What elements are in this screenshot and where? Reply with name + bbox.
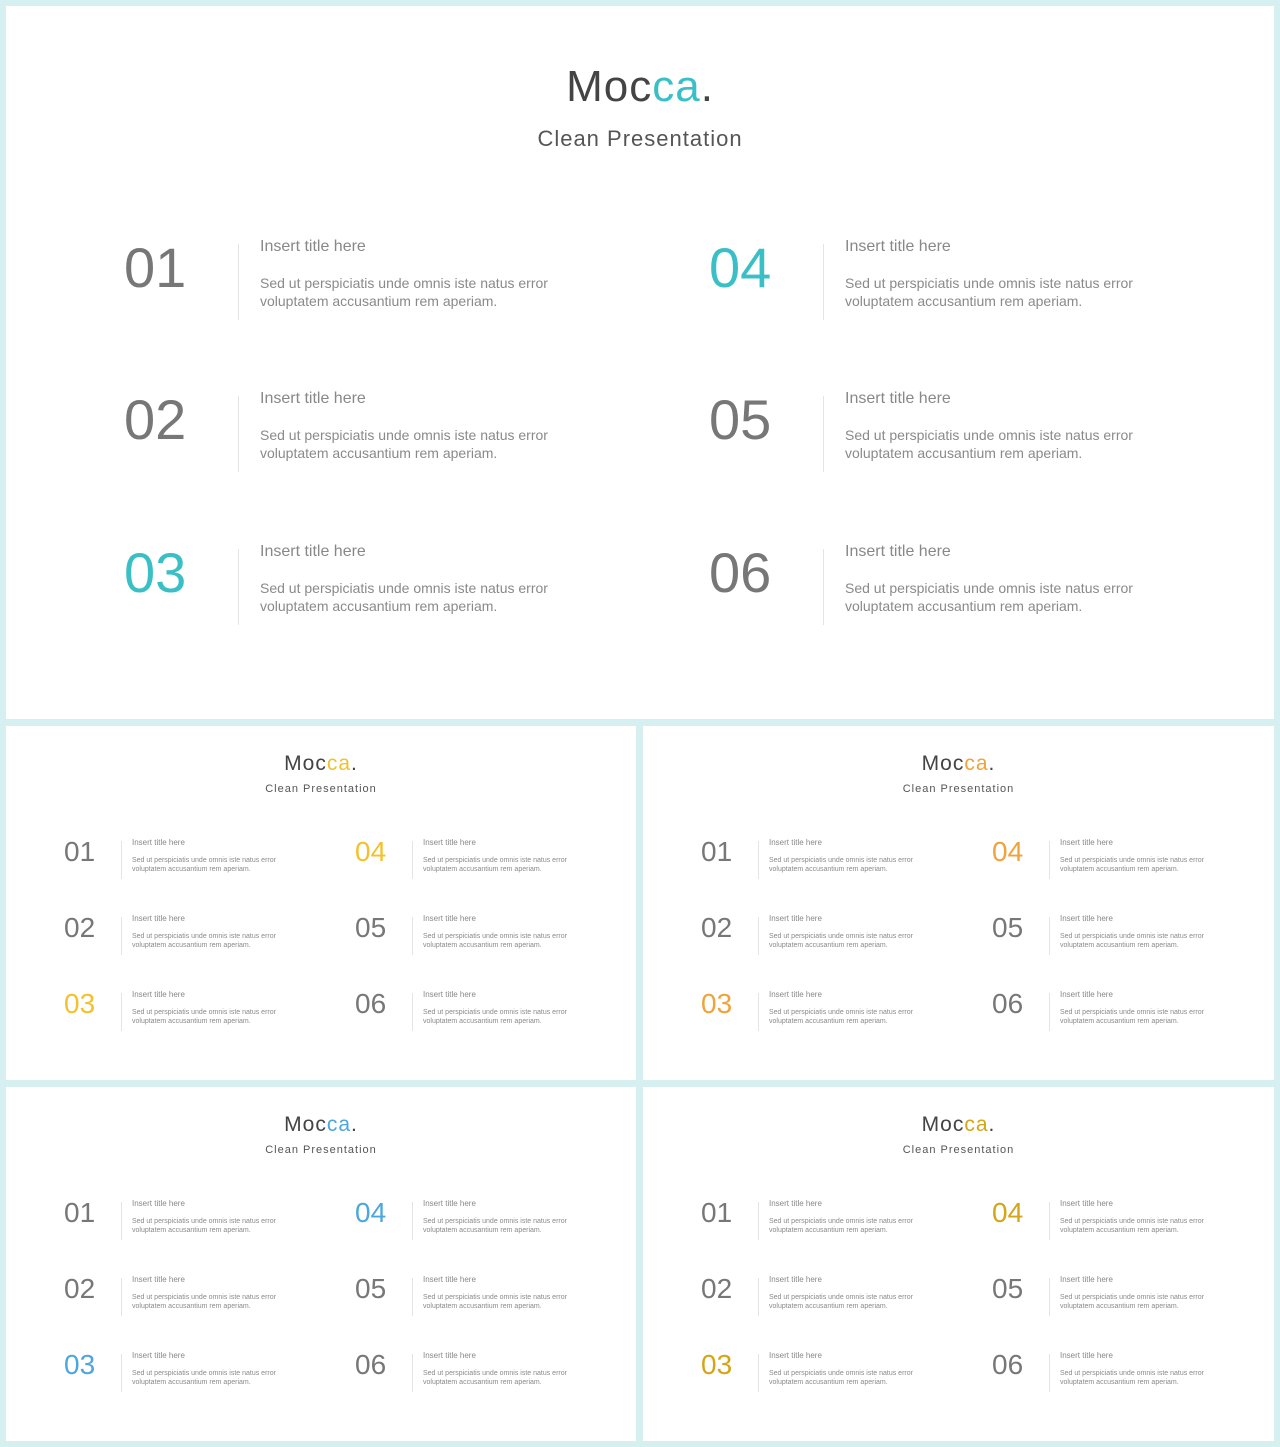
slide-subtitle: Clean Presentation bbox=[537, 126, 743, 151]
item-description-line: Sed ut perspiciatis unde omnis iste natus error bbox=[423, 1218, 567, 1225]
item-description-line: Sed ut perspiciatis unde omnis iste natus error bbox=[132, 857, 276, 864]
item-number: 03 bbox=[124, 541, 187, 604]
list-item bbox=[355, 988, 605, 1037]
item-description-line: Sed ut perspiciatis unde omnis iste natus error bbox=[132, 1294, 276, 1301]
item-number: 04 bbox=[992, 836, 1024, 867]
item-description bbox=[423, 1008, 567, 1026]
item-description-line: Sed ut perspiciatis unde omnis iste natus error bbox=[845, 427, 1133, 443]
item-number: 06 bbox=[355, 1349, 387, 1380]
item-description-line: Sed ut perspiciatis unde omnis iste natus error bbox=[260, 275, 548, 291]
item-title: Insert title here bbox=[769, 1351, 822, 1360]
item-description bbox=[769, 1008, 913, 1026]
list-item bbox=[64, 836, 314, 885]
item-description-line: voluptatem accusantium rem aperiam. bbox=[1060, 866, 1179, 873]
list-item bbox=[992, 1273, 1242, 1322]
slide-subtitle: Clean Presentation bbox=[265, 1144, 377, 1156]
item-number: 01 bbox=[64, 1197, 96, 1228]
brand-accent: ca bbox=[652, 62, 701, 111]
item-number: 06 bbox=[355, 988, 387, 1019]
item-title: Insert title here bbox=[845, 390, 951, 407]
item-divider bbox=[758, 1202, 759, 1240]
list-item bbox=[992, 1197, 1242, 1246]
item-description-line: voluptatem accusantium rem aperiam. bbox=[132, 1018, 251, 1025]
list-item bbox=[64, 912, 314, 961]
item-description bbox=[260, 426, 548, 462]
brand-title bbox=[643, 752, 1274, 776]
item-title: Insert title here bbox=[769, 990, 822, 999]
item-description bbox=[132, 856, 276, 874]
slide-subtitle: Clean Presentation bbox=[902, 1144, 1015, 1156]
item-number: 06 bbox=[709, 541, 772, 604]
list-item bbox=[992, 836, 1242, 885]
item-title: Insert title here bbox=[423, 990, 476, 999]
item-number: 02 bbox=[64, 1273, 96, 1304]
item-divider bbox=[1049, 1202, 1050, 1240]
item-title: Insert title here bbox=[260, 390, 366, 407]
item-title: Insert title here bbox=[423, 1275, 476, 1284]
item-description-line: voluptatem accusantium rem aperiam. bbox=[1060, 1303, 1179, 1310]
item-description bbox=[132, 1293, 276, 1311]
item-description bbox=[132, 1369, 276, 1387]
list-item bbox=[355, 1273, 605, 1322]
item-number: 01 bbox=[701, 836, 733, 867]
item-description-line: Sed ut perspiciatis unde omnis iste natus error bbox=[260, 427, 548, 443]
item-description bbox=[1060, 932, 1204, 950]
list-item bbox=[701, 912, 951, 961]
item-description-line: voluptatem accusantium rem aperiam. bbox=[132, 942, 251, 949]
item-title: Insert title here bbox=[423, 838, 476, 847]
item-divider bbox=[758, 993, 759, 1031]
item-description bbox=[769, 932, 913, 950]
item-number: 03 bbox=[64, 1349, 96, 1380]
item-description-line: Sed ut perspiciatis unde omnis iste natus error bbox=[1060, 1218, 1204, 1225]
list-item bbox=[124, 236, 624, 332]
item-description-line: voluptatem accusantium rem aperiam. bbox=[423, 866, 542, 873]
list-item bbox=[701, 1197, 951, 1246]
list-item bbox=[355, 912, 605, 961]
item-title: Insert title here bbox=[1060, 914, 1113, 923]
item-description-line: Sed ut perspiciatis unde omnis iste natus error bbox=[1060, 1009, 1204, 1016]
item-number: 05 bbox=[355, 912, 387, 943]
brand-prefix: Moc bbox=[284, 1113, 327, 1136]
slide-1 bbox=[6, 6, 1274, 719]
item-description bbox=[769, 856, 913, 874]
item-divider bbox=[121, 917, 122, 955]
item-divider bbox=[412, 1278, 413, 1316]
item-description-line: voluptatem accusantium rem aperiam. bbox=[260, 598, 498, 614]
item-title: Insert title here bbox=[845, 543, 951, 560]
item-description-line: voluptatem accusantium rem aperiam. bbox=[260, 293, 498, 309]
item-divider bbox=[758, 917, 759, 955]
item-title: Insert title here bbox=[1060, 1351, 1113, 1360]
item-number: 05 bbox=[355, 1273, 387, 1304]
item-divider bbox=[412, 917, 413, 955]
brand-suffix: . bbox=[700, 62, 714, 111]
slide-subtitle: Clean Presentation bbox=[265, 783, 377, 795]
list-item bbox=[701, 1273, 951, 1322]
brand-accent: ca bbox=[964, 752, 989, 775]
list-item bbox=[701, 988, 951, 1037]
item-divider bbox=[121, 993, 122, 1031]
item-number: 06 bbox=[992, 1349, 1024, 1380]
item-title: Insert title here bbox=[132, 990, 185, 999]
brand-title bbox=[643, 1113, 1274, 1137]
brand-title bbox=[6, 62, 1274, 112]
item-number: 04 bbox=[355, 836, 387, 867]
item-description-line: Sed ut perspiciatis unde omnis iste natus error bbox=[423, 1294, 567, 1301]
item-description bbox=[132, 932, 276, 950]
item-description-line: Sed ut perspiciatis unde omnis iste natus error bbox=[769, 857, 913, 864]
item-description-line: voluptatem accusantium rem aperiam. bbox=[845, 293, 1083, 309]
item-number: 01 bbox=[124, 236, 187, 299]
list-item bbox=[701, 836, 951, 885]
item-description-line: Sed ut perspiciatis unde omnis iste natus error bbox=[769, 1294, 913, 1301]
item-description-line: voluptatem accusantium rem aperiam. bbox=[423, 942, 542, 949]
item-number: 01 bbox=[701, 1197, 733, 1228]
item-number: 03 bbox=[64, 988, 96, 1019]
slide-subtitle: Clean Presentation bbox=[902, 783, 1015, 795]
item-divider bbox=[121, 1354, 122, 1392]
item-divider bbox=[412, 993, 413, 1031]
item-title: Insert title here bbox=[1060, 990, 1113, 999]
item-divider bbox=[758, 1278, 759, 1316]
item-description-line: Sed ut perspiciatis unde omnis iste natus error bbox=[260, 580, 548, 596]
item-description-line: Sed ut perspiciatis unde omnis iste natus error bbox=[423, 1009, 567, 1016]
item-number: 05 bbox=[709, 388, 772, 451]
item-description-line: Sed ut perspiciatis unde omnis iste natus error bbox=[132, 1218, 276, 1225]
list-item bbox=[64, 1349, 314, 1398]
brand-suffix: . bbox=[351, 1113, 358, 1136]
item-description bbox=[423, 856, 567, 874]
item-description bbox=[845, 274, 1133, 310]
item-number: 04 bbox=[709, 236, 772, 299]
list-item bbox=[992, 988, 1242, 1037]
slide-5 bbox=[643, 1087, 1274, 1441]
item-description-line: voluptatem accusantium rem aperiam. bbox=[1060, 1379, 1179, 1386]
brand-prefix: Moc bbox=[566, 62, 653, 111]
item-description-line: Sed ut perspiciatis unde omnis iste natus error bbox=[1060, 933, 1204, 940]
list-item bbox=[701, 1349, 951, 1398]
item-divider bbox=[412, 1354, 413, 1392]
item-title: Insert title here bbox=[260, 238, 366, 255]
list-item bbox=[64, 1273, 314, 1322]
list-item bbox=[124, 541, 624, 637]
brand-title bbox=[6, 752, 636, 776]
item-description-line: Sed ut perspiciatis unde omnis iste natus error bbox=[132, 1370, 276, 1377]
item-description-line: voluptatem accusantium rem aperiam. bbox=[423, 1379, 542, 1386]
item-description-line: Sed ut perspiciatis unde omnis iste natus error bbox=[769, 933, 913, 940]
item-divider bbox=[823, 549, 824, 625]
item-description-line: voluptatem accusantium rem aperiam. bbox=[1060, 942, 1179, 949]
item-number: 05 bbox=[992, 1273, 1024, 1304]
item-title: Insert title here bbox=[769, 1275, 822, 1284]
item-title: Insert title here bbox=[132, 838, 185, 847]
item-number: 02 bbox=[701, 912, 733, 943]
item-description bbox=[1060, 1008, 1204, 1026]
item-divider bbox=[121, 1202, 122, 1240]
item-title: Insert title here bbox=[423, 1199, 476, 1208]
item-title: Insert title here bbox=[423, 1351, 476, 1360]
item-divider bbox=[238, 244, 239, 320]
item-description-line: voluptatem accusantium rem aperiam. bbox=[845, 598, 1083, 614]
brand-title bbox=[6, 1113, 636, 1137]
list-item bbox=[355, 1349, 605, 1398]
list-item bbox=[355, 1197, 605, 1246]
item-description-line: Sed ut perspiciatis unde omnis iste natus error bbox=[769, 1009, 913, 1016]
list-item bbox=[992, 1349, 1242, 1398]
item-description bbox=[1060, 856, 1204, 874]
item-title: Insert title here bbox=[769, 838, 822, 847]
item-description-line: Sed ut perspiciatis unde omnis iste natus error bbox=[769, 1370, 913, 1377]
item-number: 03 bbox=[701, 988, 733, 1019]
item-divider bbox=[823, 244, 824, 320]
item-number: 01 bbox=[64, 836, 96, 867]
item-divider bbox=[758, 841, 759, 879]
item-description-line: Sed ut perspiciatis unde omnis iste natus error bbox=[845, 580, 1133, 596]
item-description-line: voluptatem accusantium rem aperiam. bbox=[769, 1303, 888, 1310]
item-description-line: Sed ut perspiciatis unde omnis iste natus error bbox=[423, 1370, 567, 1377]
item-description-line: Sed ut perspiciatis unde omnis iste natus error bbox=[1060, 1294, 1204, 1301]
item-number: 02 bbox=[64, 912, 96, 943]
brand-prefix: Moc bbox=[921, 1113, 965, 1136]
list-item bbox=[355, 836, 605, 885]
item-description-line: Sed ut perspiciatis unde omnis iste natus error bbox=[132, 1009, 276, 1016]
brand-suffix: . bbox=[988, 752, 996, 775]
item-description-line: voluptatem accusantium rem aperiam. bbox=[769, 866, 888, 873]
item-divider bbox=[758, 1354, 759, 1392]
brand-prefix: Moc bbox=[921, 752, 965, 775]
item-description-line: Sed ut perspiciatis unde omnis iste natus error bbox=[423, 933, 567, 940]
item-divider bbox=[121, 1278, 122, 1316]
item-description-line: Sed ut perspiciatis unde omnis iste natus error bbox=[132, 933, 276, 940]
item-number: 06 bbox=[992, 988, 1024, 1019]
item-description-line: voluptatem accusantium rem aperiam. bbox=[769, 1227, 888, 1234]
item-description-line: voluptatem accusantium rem aperiam. bbox=[423, 1227, 542, 1234]
item-title: Insert title here bbox=[845, 238, 951, 255]
slide-2 bbox=[6, 726, 636, 1080]
brand-prefix: Moc bbox=[284, 752, 327, 775]
item-divider bbox=[1049, 1278, 1050, 1316]
item-description bbox=[845, 426, 1133, 462]
item-divider bbox=[412, 1202, 413, 1240]
item-description bbox=[423, 932, 567, 950]
item-title: Insert title here bbox=[769, 1199, 822, 1208]
item-title: Insert title here bbox=[1060, 838, 1113, 847]
item-description bbox=[769, 1293, 913, 1311]
item-description-line: voluptatem accusantium rem aperiam. bbox=[769, 1379, 888, 1386]
item-description bbox=[260, 579, 548, 615]
list-item bbox=[709, 236, 1209, 332]
item-title: Insert title here bbox=[769, 914, 822, 923]
item-description-line: voluptatem accusantium rem aperiam. bbox=[132, 1379, 251, 1386]
item-number: 05 bbox=[992, 912, 1024, 943]
item-divider bbox=[412, 841, 413, 879]
item-description bbox=[423, 1217, 567, 1235]
brand-suffix: . bbox=[988, 1113, 996, 1136]
item-description bbox=[1060, 1369, 1204, 1387]
item-title: Insert title here bbox=[132, 914, 185, 923]
item-description-line: voluptatem accusantium rem aperiam. bbox=[769, 942, 888, 949]
list-item bbox=[64, 1197, 314, 1246]
item-description bbox=[1060, 1217, 1204, 1235]
item-description-line: voluptatem accusantium rem aperiam. bbox=[132, 1303, 251, 1310]
item-description-line: voluptatem accusantium rem aperiam. bbox=[1060, 1227, 1179, 1234]
item-description-line: Sed ut perspiciatis unde omnis iste natus error bbox=[845, 275, 1133, 291]
item-description bbox=[845, 579, 1133, 615]
item-description-line: Sed ut perspiciatis unde omnis iste natus error bbox=[1060, 857, 1204, 864]
item-title: Insert title here bbox=[132, 1199, 185, 1208]
item-divider bbox=[238, 396, 239, 472]
item-description bbox=[769, 1369, 913, 1387]
item-divider bbox=[238, 549, 239, 625]
item-number: 02 bbox=[124, 388, 187, 451]
item-divider bbox=[1049, 841, 1050, 879]
item-description bbox=[423, 1293, 567, 1311]
list-item bbox=[64, 988, 314, 1037]
item-description-line: Sed ut perspiciatis unde omnis iste natus error bbox=[423, 857, 567, 864]
item-divider bbox=[1049, 917, 1050, 955]
item-number: 02 bbox=[701, 1273, 733, 1304]
item-title: Insert title here bbox=[132, 1351, 185, 1360]
item-description-line: voluptatem accusantium rem aperiam. bbox=[132, 1227, 251, 1234]
brand-accent: ca bbox=[964, 1113, 989, 1136]
item-description-line: voluptatem accusantium rem aperiam. bbox=[423, 1303, 542, 1310]
item-description-line: voluptatem accusantium rem aperiam. bbox=[260, 445, 498, 461]
item-description-line: voluptatem accusantium rem aperiam. bbox=[1060, 1018, 1179, 1025]
slide-3 bbox=[643, 726, 1274, 1080]
brand-accent: ca bbox=[326, 752, 352, 775]
item-number: 04 bbox=[355, 1197, 387, 1228]
item-divider bbox=[1049, 1354, 1050, 1392]
item-description bbox=[260, 274, 548, 310]
item-description bbox=[132, 1217, 276, 1235]
item-description-line: voluptatem accusantium rem aperiam. bbox=[423, 1018, 542, 1025]
list-item bbox=[124, 388, 624, 484]
list-item bbox=[709, 388, 1209, 484]
item-number: 03 bbox=[701, 1349, 733, 1380]
item-title: Insert title here bbox=[260, 543, 366, 560]
item-divider bbox=[823, 396, 824, 472]
item-divider bbox=[1049, 993, 1050, 1031]
item-description-line: voluptatem accusantium rem aperiam. bbox=[132, 866, 251, 873]
item-description-line: Sed ut perspiciatis unde omnis iste natus error bbox=[1060, 1370, 1204, 1377]
item-number: 04 bbox=[992, 1197, 1024, 1228]
list-item bbox=[992, 912, 1242, 961]
slide-4 bbox=[6, 1087, 636, 1441]
item-title: Insert title here bbox=[1060, 1199, 1113, 1208]
item-description-line: Sed ut perspiciatis unde omnis iste natus error bbox=[769, 1218, 913, 1225]
item-description bbox=[132, 1008, 276, 1026]
brand-suffix: . bbox=[351, 752, 358, 775]
list-item bbox=[709, 541, 1209, 637]
item-description bbox=[423, 1369, 567, 1387]
item-description-line: voluptatem accusantium rem aperiam. bbox=[769, 1018, 888, 1025]
item-description bbox=[769, 1217, 913, 1235]
item-title: Insert title here bbox=[423, 914, 476, 923]
item-description-line: voluptatem accusantium rem aperiam. bbox=[845, 445, 1083, 461]
item-title: Insert title here bbox=[1060, 1275, 1113, 1284]
item-title: Insert title here bbox=[132, 1275, 185, 1284]
item-description bbox=[1060, 1293, 1204, 1311]
item-divider bbox=[121, 841, 122, 879]
brand-accent: ca bbox=[326, 1113, 352, 1136]
